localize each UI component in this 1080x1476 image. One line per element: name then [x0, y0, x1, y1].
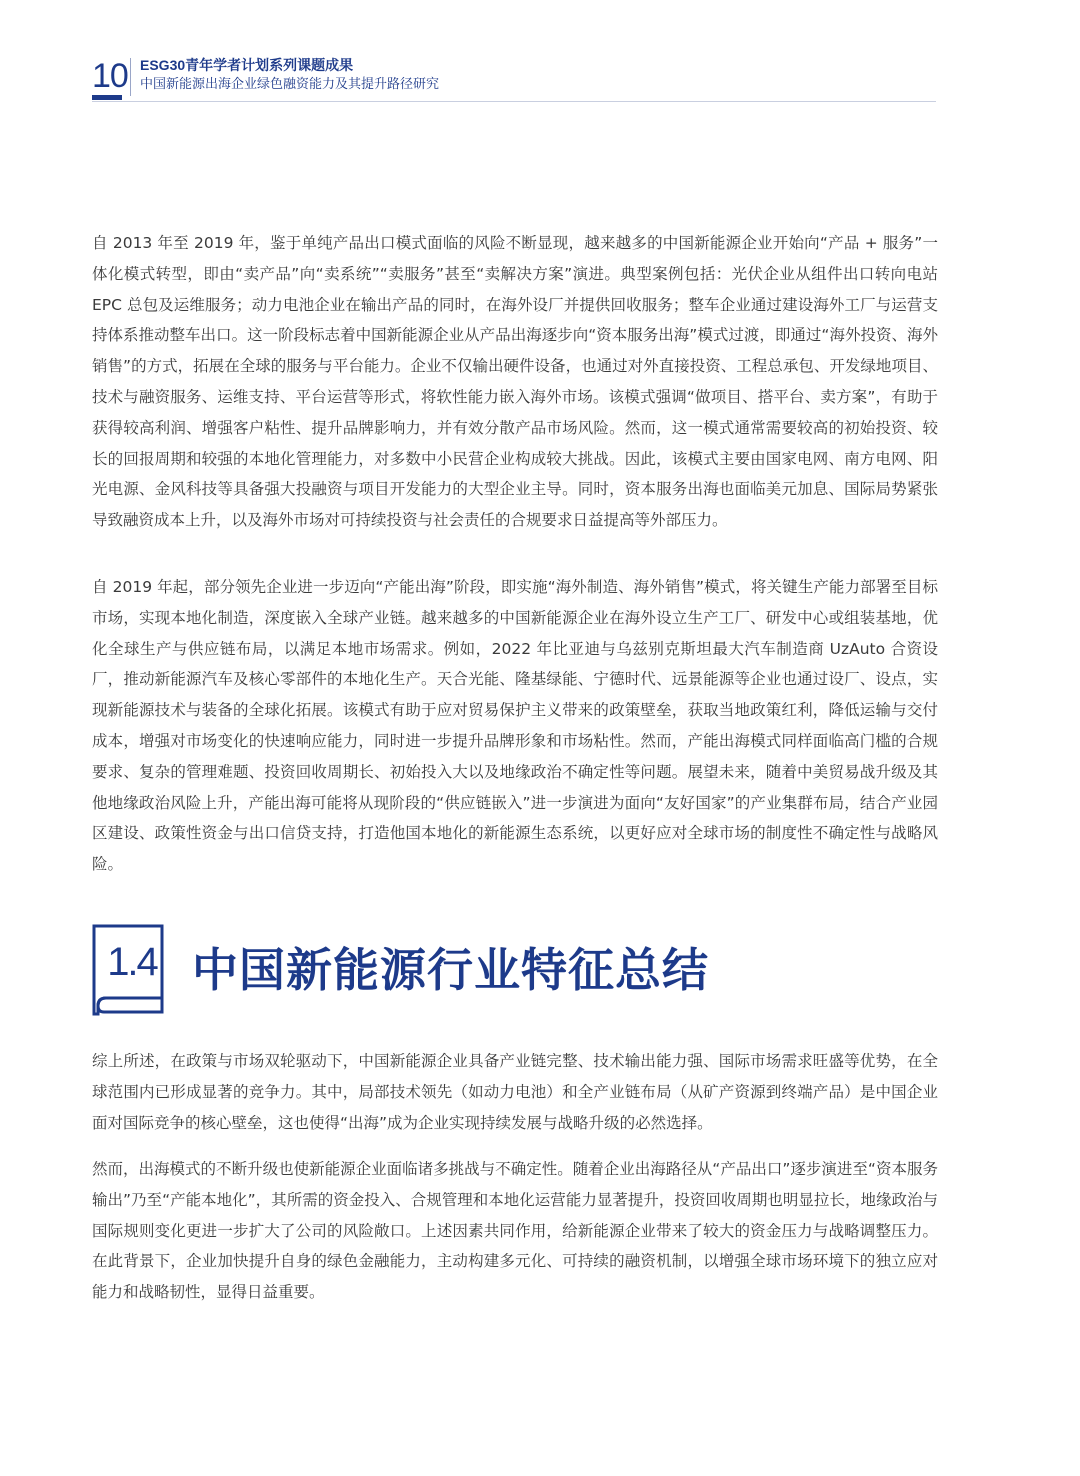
page-number: 10	[92, 57, 128, 95]
page-header	[92, 56, 936, 102]
header-rule	[92, 101, 936, 102]
body-paragraph: 综上所述，在政策与市场双轮驱动下，中国新能源企业具备产业链完整、技术输出能力强、国际市场需求旺盛等优势，在全球范围内已形成显著的竞争力。其中，局部技术领先（如动力电池）和全产业链布局（从矿产资源到终端产品）是中国企业面对国际竞争的核心壁垒，这也使得“出海”成为企业实现持续发展与战略升级的必然选择。	[92, 1052, 938, 1132]
header-divider	[130, 58, 131, 96]
body-paragraph: 然而，出海模式的不断升级也使新能源企业面临诸多挑战与不确定性。随着企业出海路径从“产品出口”逐步演进至“资本服务输出”乃至“产能本地化”，其所需的资金投入、合规管理和本地化运营能力显著提升，投资回收周期也明显拉长，地缘政治与国际规则变化更进一步扩大了公司的风险敞口。上述因素共同作用，给新能源企业带来了较大的资金压力与战略调整压力。在此背景下，企业加快提升自身的绿色金融能力，主动构建多元化、可持续的融资机制，以增强全球市场环境下的独立应对能力和战略韧性，显得日益重要。	[92, 1160, 938, 1302]
section-heading	[92, 924, 938, 1020]
body-paragraph: 自 2013 年至 2019 年，鉴于单纯产品出口模式面临的风险不断显现，越来越多的中国新能源企业开始向“产品 + 服务”一体化模式转型，即由“卖产品”向“卖系统”“卖服务”甚至“卖解决方案”演进。典型案例包括：光伏企业从组件出口转向电站 EPC 总包及运维服务；动力电池企业在输出产品的同时，在海外设厂并提供回收服务；整车企业通过建设海外工厂与运营支持体系推动整车出口。这一阶段标志着中国新能源企业从产品出海逐步向“资本服务出海”模式过渡，即通过“海外投资、海外销售”的方式，拓展在全球的服务与平台能力。企业不仅输出硬件设备，也通过对外直接投资、工程总承包、开发绿地项目、技术与融资服务、运维支持、平台运营等形式，将软性能力嵌入海外市场。该模式强调“做项目、搭平台、卖方案”，有助于获得较高利润、增强客户粘性、提升品牌影响力，并有效分散产品市场风险。然而，这一模式通常需要较高的初始投资、较长的回报周期和较强的本地化管理能力，对多数中小民营企业构成较大挑战。因此，该模式主要由国家电网、南方电网、阳光电源、金风科技等具备强大投融资与项目开发能力的大型企业主导。同时，资本服务出海也面临美元加息、国际局势紧张导致融资成本上升，以及海外市场对可持续投资与社会责任的合规要求日益提高等外部压力。	[92, 234, 938, 530]
section-title: 中国新能源行业特征总结	[192, 943, 709, 997]
section-number: 1.4	[107, 940, 157, 984]
section-number-badge	[92, 924, 164, 1014]
report-title: 中国新能源出海企业绿色融资能力及其提升路径研究	[140, 77, 440, 92]
body-paragraph: 自 2019 年起，部分领先企业进一步迈向“产能出海”阶段，即实施“海外制造、海外销售”模式，将关键生产能力部署至目标市场，实现本地化制造，深度嵌入全球产业链。越来越多的中国新能源企业在海外设立生产工厂、研发中心或组装基地，优化全球生产与供应链布局，以满足本地市场需求。例如，2022 年比亚迪与乌兹别克斯坦最大汽车制造商 UzAuto 合资设厂，推动新能源汽车及核心零部件的本地化生产。天合光能、隆基绿能、宁德时代、远景能源等企业也通过设厂、设点，实现新能源技术与装备的全球化拓展。该模式有助于应对贸易保护主义带来的政策壁垒，获取当地政策红利，降低运输与交付成本，增强对市场变化的快速响应能力，同时进一步提升品牌形象和市场粘性。然而，产能出海模式同样面临高门槛的合规要求、复杂的管理难题、投资回收周期长、初始投入大以及地缘政治不确定性等问题。展望未来，随着中美贸易战升级及其他地缘政治风险上升，产能出海可能将从现阶段的“供应链嵌入”进一步演进为面向“友好国家”的产业集群布局，结合产业园区建设、政策性资金与出口信贷支持，打造他国本地化的新能源生态系统，以更好应对全球市场的制度性不确定性与战略风险。	[92, 578, 938, 874]
page-number-underline	[92, 95, 122, 100]
series-title: ESG30青年学者计划系列课题成果	[140, 57, 354, 73]
